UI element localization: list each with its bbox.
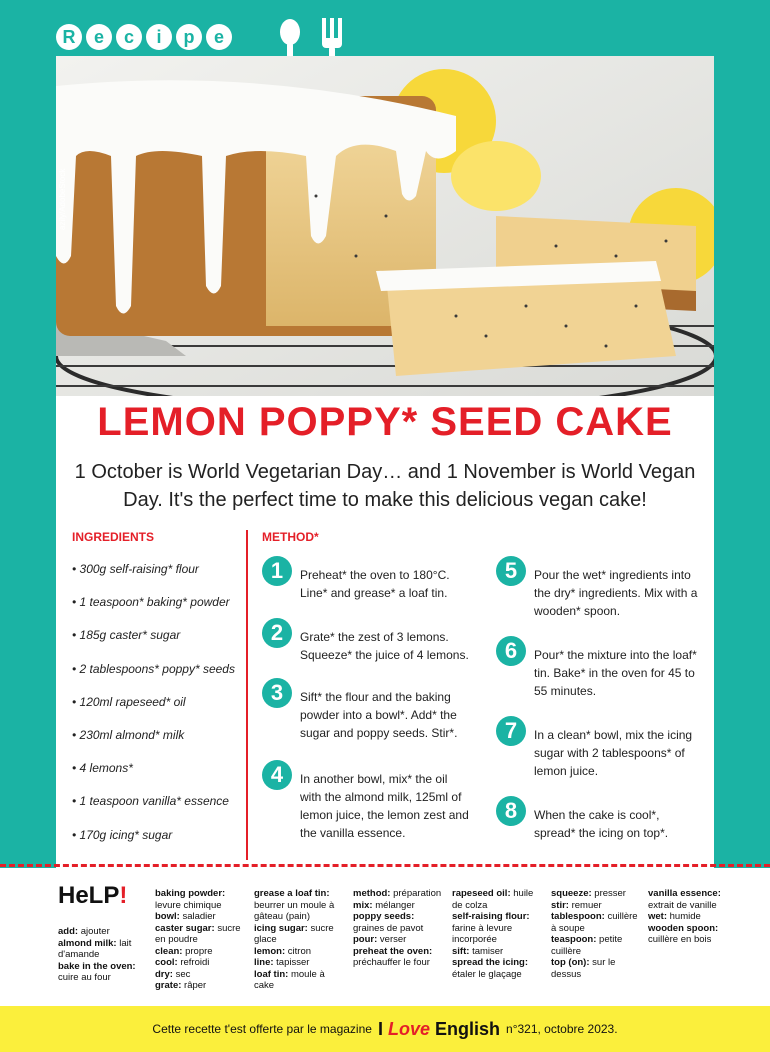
glossary-term: add: — [58, 926, 79, 937]
glossary-term: mix: — [353, 899, 373, 911]
glossary-column — [58, 926, 148, 984]
footer-suffix: n°321, octobre 2023. — [506, 1022, 618, 1036]
ingredient-item: • 120ml rapeseed* oil — [72, 694, 186, 709]
glossary-def: ajouter — [80, 926, 110, 937]
glossary-def: remuer — [571, 899, 602, 911]
glossary-def: saladier — [182, 911, 216, 922]
brand-i: I — [377, 1018, 383, 1039]
glossary-term: teaspoon: — [551, 934, 597, 945]
step-text: Pour* the mixture into the loaf* tin. Bake* in the oven for 45 to 55 minutes. — [534, 648, 697, 698]
step-number: 1 — [262, 556, 292, 586]
glossary-def: levure chimique — [155, 899, 222, 911]
badge-letter: p — [176, 24, 202, 50]
glossary-term: sift: — [452, 945, 470, 957]
glossary-def: préparation — [393, 888, 442, 899]
method-step — [262, 760, 470, 842]
step-text: Sift* the flour and the baking powder into a bowl*. Add* the sugar and poppy seeds. Stir*. — [300, 690, 458, 740]
step-text: Grate* the zest of 3 lemons. Squeeze* the juice of 4 lemons. — [300, 630, 469, 662]
glossary-def: mélanger — [375, 899, 415, 911]
glossary-def: verser — [379, 934, 407, 945]
step-number: 3 — [262, 678, 292, 708]
glossary-term: cool: — [155, 957, 178, 968]
glossary-term: dry: — [155, 968, 173, 980]
step-number: 6 — [496, 636, 526, 666]
glossary-def: refroidi — [180, 957, 210, 968]
step-number: 7 — [496, 716, 526, 746]
glossary-def: sucre glace — [254, 922, 334, 945]
glossary-def: moule à cake — [254, 968, 325, 991]
help-logo-bang: ! — [119, 882, 128, 909]
glossary-def: tapisser — [276, 957, 310, 968]
recipe-badge — [56, 24, 232, 50]
glossary-term: caster sugar: — [155, 922, 215, 934]
glossary-def: cuillère à soupe — [551, 911, 638, 934]
ingredient-item: • 1 teaspoon vanilla* essence — [72, 794, 229, 809]
glossary-def: râper — [184, 980, 207, 991]
glossary-term: poppy seeds: — [353, 911, 415, 922]
glossary-term: rapeseed oil: — [452, 888, 511, 899]
glossary-term: clean: — [155, 945, 183, 957]
footer-prefix: Cette recette t'est offerte par le magazine — [152, 1022, 372, 1036]
glossary-def: sucre en poudre — [155, 922, 241, 945]
glossary-def: cuire au four — [58, 972, 111, 983]
glossary-term: almond milk: — [58, 937, 117, 949]
glossary-column — [551, 888, 643, 980]
cake-illustration — [56, 56, 714, 396]
glossary-term: top (on): — [551, 957, 590, 968]
recipe-subtitle: 1 October is World Vegetarian Day… and 1 November is World Vegan Day. It's the perfect time to make this delicious vegan cake! — [74, 461, 696, 511]
dashed-separator — [0, 864, 770, 867]
badge-letter: R — [56, 24, 82, 50]
glossary-term: method: — [353, 888, 391, 899]
glossary-term: lemon: — [254, 945, 286, 957]
glossary-def: citron — [287, 945, 312, 957]
glossary-def: graines de pavot — [353, 922, 424, 934]
method-step — [262, 618, 470, 664]
brand-love: Love — [387, 1018, 430, 1039]
ingredient-item: • 185g caster* sugar — [72, 628, 181, 643]
method-step — [262, 678, 470, 742]
glossary-term: pour: — [353, 934, 378, 945]
glossary-term: wooden spoon: — [648, 922, 719, 934]
photo-credit: azily/AdobeStock — [58, 168, 67, 230]
badge-letter: c — [116, 24, 142, 50]
footer-banner — [0, 1006, 770, 1052]
glossary-term: self-raising flour: — [452, 911, 530, 922]
step-text: Pour the wet* ingredients into the dry* ingredients. Mix with a wooden* spoon. — [534, 568, 698, 618]
glossary-def: sec — [175, 968, 191, 980]
glossary-def: étaler le glaçage — [452, 968, 522, 980]
glossary-column — [648, 888, 728, 946]
ingredient-item: • 4 lemons* — [72, 761, 133, 776]
brand-english: English — [435, 1018, 501, 1039]
ingredients-list — [72, 562, 235, 861]
glossary-term: stir: — [551, 899, 569, 911]
glossary-def: petite cuillère — [551, 934, 623, 957]
glossary-def: préchauffer le four — [353, 957, 430, 968]
step-number: 2 — [262, 618, 292, 648]
ingredients-heading: INGREDIENTS — [72, 530, 155, 544]
glossary-term: preheat the oven: — [353, 945, 433, 957]
glossary-term: grate: — [155, 980, 182, 991]
glossary-term: grease a loaf tin: — [254, 888, 330, 899]
step-text: When the cake is cool*, spread* the icing on top*. — [534, 808, 669, 840]
glossary-term: icing sugar: — [254, 922, 308, 934]
glossary-term: tablespoon: — [551, 911, 605, 922]
column-divider — [246, 530, 248, 860]
glossary-def: lait d'amande — [58, 937, 132, 960]
magazine-logo — [378, 1019, 500, 1040]
glossary-def: sur le dessus — [551, 957, 616, 980]
glossary-def: humide — [669, 911, 701, 922]
glossary-term: spread the icing: — [452, 957, 529, 968]
ingredient-item: • 2 tablespoons* poppy* seeds — [72, 661, 235, 676]
ingredient-item: • 170g icing* sugar — [72, 827, 173, 842]
ingredient-item: • 230ml almond* milk — [72, 727, 185, 742]
help-logo — [58, 882, 127, 910]
badge-letter: e — [86, 24, 112, 50]
glossary-term: line: — [254, 957, 274, 968]
glossary-term: bowl: — [155, 911, 180, 922]
ingredient-item: • 1 teaspoon* baking* powder — [72, 595, 230, 610]
step-number: 4 — [262, 760, 292, 790]
cake-photo — [56, 56, 714, 396]
glossary-def: tamiser — [472, 945, 504, 957]
method-step — [496, 556, 704, 620]
glossary-term: bake in the oven: — [58, 960, 136, 972]
recipe-title: LEMON POPPY* SEED CAKE — [97, 400, 673, 444]
step-text: In another bowl, mix* the oil with the almond milk, 125ml of lemon juice, the lemon zest and the vanilla essence. — [300, 772, 469, 840]
method-step — [262, 556, 470, 602]
step-text: In a clean* bowl, mix the icing sugar with 2 tablespoons* of lemon juice. — [534, 728, 693, 778]
ingredient-item: • 300g self-raising* flour — [72, 562, 199, 576]
step-text: Preheat* the oven to 180°C. Line* and grease* a loaf tin. — [300, 568, 450, 600]
glossary-column — [254, 888, 346, 992]
glossary-def: extrait de vanille — [648, 899, 717, 911]
step-number: 8 — [496, 796, 526, 826]
method-heading: METHOD* — [262, 530, 319, 544]
glossary-column — [452, 888, 544, 980]
glossary-term: wet: — [648, 911, 667, 922]
glossary-def: beurrer un moule à gâteau (pain) — [254, 899, 335, 922]
badge-letter: i — [146, 24, 172, 50]
badge-letter: e — [206, 24, 232, 50]
glossary-def: presser — [594, 888, 626, 899]
method-step — [496, 636, 704, 700]
glossary-term: baking powder: — [155, 888, 226, 899]
glossary-term: squeeze: — [551, 888, 592, 899]
glossary-column — [353, 888, 445, 969]
glossary-column — [155, 888, 247, 992]
help-logo-text: HeLP — [58, 882, 120, 909]
glossary-term: loaf tin: — [254, 968, 289, 980]
glossary-def: propre — [185, 945, 213, 957]
glossary-def: farine à levure incorporée — [452, 922, 513, 945]
glossary-term: vanilla essence: — [648, 888, 721, 899]
step-number: 5 — [496, 556, 526, 586]
method-step — [496, 796, 704, 842]
glossary-def: cuillère en bois — [648, 934, 712, 945]
glossary-def: huile de colza — [452, 888, 534, 911]
method-step — [496, 716, 704, 780]
